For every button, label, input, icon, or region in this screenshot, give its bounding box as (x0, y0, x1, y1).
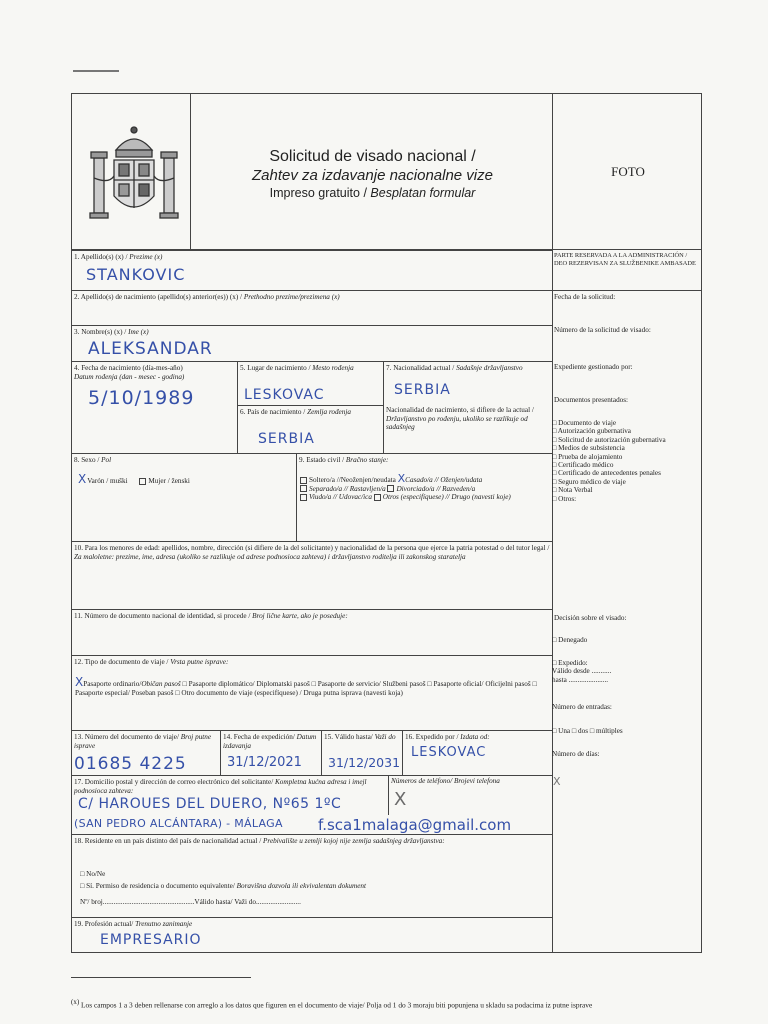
residence-yes-option[interactable]: □ Sí. Permiso de residencia o documento equivalente/ Boravišna dozvola ili ekvivalentan dokument (80, 882, 366, 890)
field-19-occupation: 19. Profesión actual/ Trenutno zanimanje EMPRESARIO (71, 917, 553, 953)
admin-denied: □ Denegado (552, 636, 588, 644)
married-check-mark[interactable]: X (397, 472, 406, 485)
residence-no-option[interactable]: □ No/Ne (80, 870, 106, 878)
header-emblem-cell (71, 93, 191, 250)
phone-label: Números de teléfono/ Brojevi telefona (391, 777, 500, 785)
doc-item: □ Medios de subsistencia (552, 444, 625, 453)
address-line-2[interactable]: (SAN PEDRO ALCÁNTARA) - MÁLAGA (74, 817, 283, 830)
free-form-note: Impreso gratuito / Besplatan formular (269, 186, 476, 200)
nationality-value[interactable]: SERBIA (394, 382, 451, 398)
field-1-surname: 1. Apellido(s) (x) / Prezime (x) STANKOVIC (71, 250, 553, 291)
doc-item: □ Nota Verbal (552, 486, 593, 495)
admin-application-number: Número de la solicitud de visado: (554, 326, 651, 334)
field-16-issued-by: 16. Expedido por / Izdata od: LESKOVAC (402, 730, 553, 776)
widowed-checkbox[interactable] (300, 494, 307, 501)
admin-managed-by: Expediente gestionado por: (554, 363, 633, 371)
sex-check-mark[interactable]: X (78, 472, 87, 486)
birth-place-value[interactable]: LESKOVAC (244, 387, 325, 403)
address-line-1[interactable]: C/ HAROUES DEL DUERO, Nº65 1ºC (78, 796, 342, 812)
separated-checkbox[interactable] (300, 485, 307, 492)
doc-item: □ Solicitud de autorización gubernativa (552, 435, 666, 444)
doc-item: □ Prueba de alojamiento (552, 452, 623, 461)
female-checkbox[interactable] (139, 478, 146, 485)
phone-cell-divider (388, 775, 389, 815)
photo-cell (552, 93, 702, 250)
divorced-checkbox[interactable] (387, 485, 394, 492)
field-15-valid-until: 15. Válido hasta/ Važi do 31/12/2031 (321, 730, 403, 776)
admin-visa-decision: Decisión sobre el visado: (554, 614, 627, 622)
field-18-residence: 18. Residente en un país distinto del país de nacionalidad actual / Prebivalište u zemlji kojoj nije zemlja sadašnjeg državljanstva: □ No/Ne □ Sí. Permiso de residencia o documento equivalente/ Boravišna dozvola ili ekvivalentan dokument Nº/ broj...................................................Válido hasta/ Važi do......................... (71, 834, 553, 918)
admin-separator (552, 290, 702, 291)
phone-value[interactable]: X (394, 789, 408, 810)
field-3-first-name: 3. Nombre(s) (x) / Ime (x) ALEKSANDAR (71, 325, 553, 362)
footnote-rule (71, 977, 251, 978)
header-title-cell (190, 93, 553, 250)
field-7-nationality: 7. Nacionalidad actual / Sadašnje državljanstvo SERBIA Nacionalidad de nacimiento, si difiere de la actual / Državljanstvo po rođenju, ukoliko se razlikuje od sadašnjeg (383, 361, 553, 454)
ordinary-passport-check-mark[interactable]: X (75, 675, 84, 689)
field-4-birth-date: 4. Fecha de nacimiento (día-mes-año) Datum rođenja (dan - mesec - godina) 5/10/1989 (71, 361, 238, 454)
residence-permit-number: Nº/ broj...................................................Válido hasta/ Važi do......................... (80, 898, 301, 906)
admin-issued: □ Expedido: Válido desde ........... hasta ...................... (552, 659, 612, 684)
field-12-travel-document-type: 12. Tipo de documento de viaje / Vrsta putne isprave: XPasaporte ordinario/Običan pasoš □ Pasaporte diplomático/ Diplomatski pasoš □ Pasaporte de servicio/ Službeni pasoš □ Pasaporte oficial/ Oficijelni pasoš □ Pasaporte especial/ Poseban pasoš □ Otro documento de viaje (especifíquese) / Druga putna isprava (navesti koja) (71, 655, 553, 731)
admin-application-date: Fecha de la solicitud: (554, 293, 616, 301)
valid-until-value[interactable]: 31/12/2031 (328, 755, 401, 770)
doc-item: □ Certificado de antecedentes penales (552, 469, 661, 478)
doc-item: □ Certificado médico (552, 461, 614, 470)
other-status-checkbox[interactable] (374, 494, 381, 501)
field-17-address-email: 17. Domicilio postal y dirección de correo electrónico del solicitante/ Kompletna kućna adresa i imejl podnosioca zahteva: C/ HAROUES DEL DUERO, Nº65 1ºC (SAN PEDRO ALCÁNTARA) - MÁLAGA f.sca1malaga@gmail.com (71, 775, 553, 835)
admin-reserved-title: PARTE RESERVADA A LA ADMINISTRACIÓN / DEO REZERVISAN ZA SLUŽBENIKE AMBASADE (554, 252, 696, 267)
passport-number-value[interactable]: 01685 4225 (74, 754, 187, 774)
issue-date-value[interactable]: 31/12/2021 (227, 755, 302, 770)
admin-documents-presented: Documentos presentados: (554, 396, 629, 404)
doc-item: □ Documento de viaje (552, 419, 617, 427)
surname-value[interactable]: STANKOVIC (86, 265, 186, 284)
issued-by-value[interactable]: LESKOVAC (411, 745, 487, 760)
admin-entries: Número de entradas: (552, 703, 612, 711)
email-value[interactable]: f.sca1malaga@gmail.com (318, 816, 512, 834)
field-2-birth-surname: 2. Apellido(s) de nacimiento (apellido(s) anterior(es)) (x) / Prethodno prezime/prezimena (x) (71, 290, 553, 326)
sex-options: XVarón / muški Mujer / ženski (78, 472, 190, 486)
field-11-national-id: 11. Número de documento nacional de identidad, si procede / Broj lične karte, ako je poseduje: (71, 609, 553, 656)
field-8-sex: 8. Sexo / Pol XVarón / muški Mujer / ženski (71, 453, 297, 542)
birth-country-value[interactable]: SERBIA (258, 431, 315, 447)
admin-entries-options: □ Una □ dos □ múltiples (552, 727, 623, 735)
field-5-birth-place: 5. Lugar de nacimiento / Mesto rođenja LESKOVAC (237, 361, 384, 406)
occupation-value[interactable]: EMPRESARIO (100, 932, 202, 948)
admin-documents-list (552, 419, 700, 503)
single-checkbox[interactable] (300, 477, 307, 484)
field-10-minor-guardian: 10. Para los menores de edad: apellidos, nombre, dirección (si difiere de la del solicitante) y nacionalidad de la persona que ejerce la patria potestad o del tutor legal / Za maloletne: prezime, ime, adresa (ukoliko se razlikuje od adrese podnosioca zahteva) i državljanstvo roditelja ili zakonskog staratelja (71, 541, 553, 610)
footnote: $^{(x)}$ Los campos 1 a 3 deben rellenarse con arreglo a los datos que figuren en el documento de viaje/ Polja od 1 do 3 moraju biti popunjena u skladu sa podacima iz putne isprave (71, 998, 593, 1010)
coat-of-arms-emblem (84, 118, 184, 228)
field-13-passport-number: 13. Número del documento de viaje/ Broj putne isprave 01685 4225 (71, 730, 221, 776)
doc-item: □ Seguro médico de viaje (552, 477, 626, 486)
birth-date-value[interactable]: 5/10/1989 (88, 387, 195, 409)
admin-x-mark: X (553, 775, 562, 788)
form-subtitle: Zahtev za izdavanje nacionalne vize (252, 167, 493, 184)
field-14-issue-date: 14. Fecha de expedición/ Datum izdavanja 31/12/2021 (220, 730, 322, 776)
doc-item: □ Autorización gubernativa (552, 427, 631, 436)
field-6-birth-country: 6. País de nacimiento / Zemlja rođenja SERBIA (237, 405, 384, 454)
photo-label: FOTO (611, 164, 645, 179)
top-scan-mark (73, 70, 119, 72)
doc-item: □ Otros: (552, 494, 577, 503)
admin-days: Número de días: (552, 750, 600, 758)
field-9-marital-status: 9. Estado civil / Bračno stanje: Soltero/a //Neoženjen/neudata XCasado/a // Oženjen/udata Separado/a // Rastavljen/a Divorciado/a // Razveden/a Viudo/a // Udovac/ica Otros (especifíquese) // Drugo (navesti koje) (296, 453, 553, 542)
form-title: Solicitud de visado nacional / (269, 148, 476, 165)
first-name-value[interactable]: ALEKSANDAR (88, 339, 213, 359)
